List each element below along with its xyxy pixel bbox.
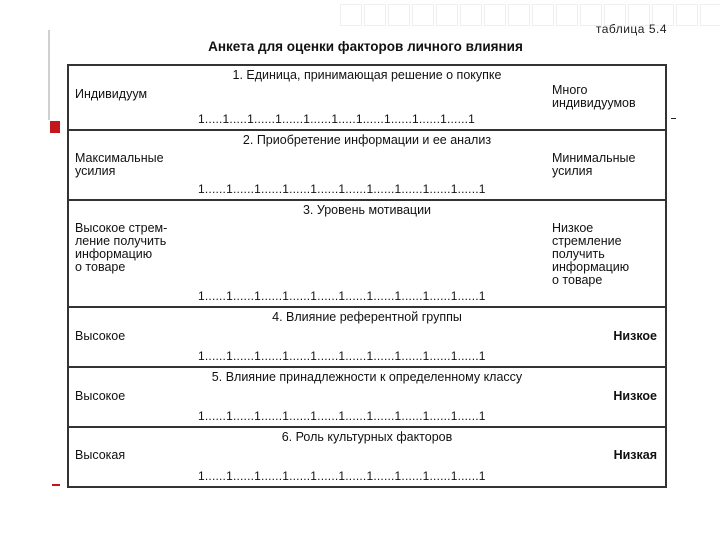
right-label: Низкое стремление получить информацию о товаре	[552, 221, 630, 287]
row-title: 2. Приобретение информации и ее анализ	[242, 133, 492, 147]
row-title: 6. Роль культурных факторов	[281, 430, 453, 444]
table-row	[68, 427, 666, 487]
row-title: 1. Единица, принимающая решение о покупке	[232, 68, 502, 82]
left-label: Высокое	[75, 389, 126, 403]
row-title: 3. Уровень мотивации	[302, 203, 432, 217]
right-label: Низкое	[613, 329, 657, 343]
left-label: Максимальные усилия	[75, 151, 164, 178]
rating-scale: 1.....1.....1......1......1......1.....1......1......1......1......1	[198, 112, 476, 126]
left-label: Высокое	[75, 329, 126, 343]
rating-scale: 1......1......1......1......1......1......1......1......1......1......1	[198, 469, 486, 483]
rating-scale: 1......1......1......1......1......1......1......1......1......1......1	[198, 182, 486, 196]
right-label: Низкое	[613, 389, 657, 403]
table-row	[68, 200, 666, 307]
rating-scale: 1......1......1......1......1......1......1......1......1......1......1	[198, 289, 486, 303]
rating-scale: 1......1......1......1......1......1......1......1......1......1......1	[198, 409, 486, 423]
table-row	[68, 307, 666, 367]
row-title: 4. Влияние референтной группы	[272, 310, 462, 324]
left-label: Высокое стрем- ление получить информацию о товаре	[75, 221, 168, 274]
right-label: Много индивидуумов	[552, 83, 636, 110]
right-label: Минимальные усилия	[552, 151, 636, 178]
table-row	[68, 130, 666, 200]
dash-mark	[671, 118, 676, 119]
left-label: Индивидуум	[75, 87, 148, 101]
right-label: Низкая	[613, 448, 657, 462]
document-title: Анкета для оценки факторов личного влияния	[208, 39, 523, 54]
survey-table	[67, 64, 667, 488]
table-number: таблица 5.4	[595, 22, 667, 36]
table-row	[68, 65, 666, 130]
survey-document	[60, 22, 671, 487]
rating-scale: 1......1......1......1......1......1......1......1......1......1......1	[198, 349, 486, 363]
row-title: 5. Влияние принадлежности к определенному классу	[211, 370, 523, 384]
left-label: Высокая	[75, 448, 126, 462]
slide-left-rule	[48, 30, 50, 120]
table-row	[68, 367, 666, 427]
